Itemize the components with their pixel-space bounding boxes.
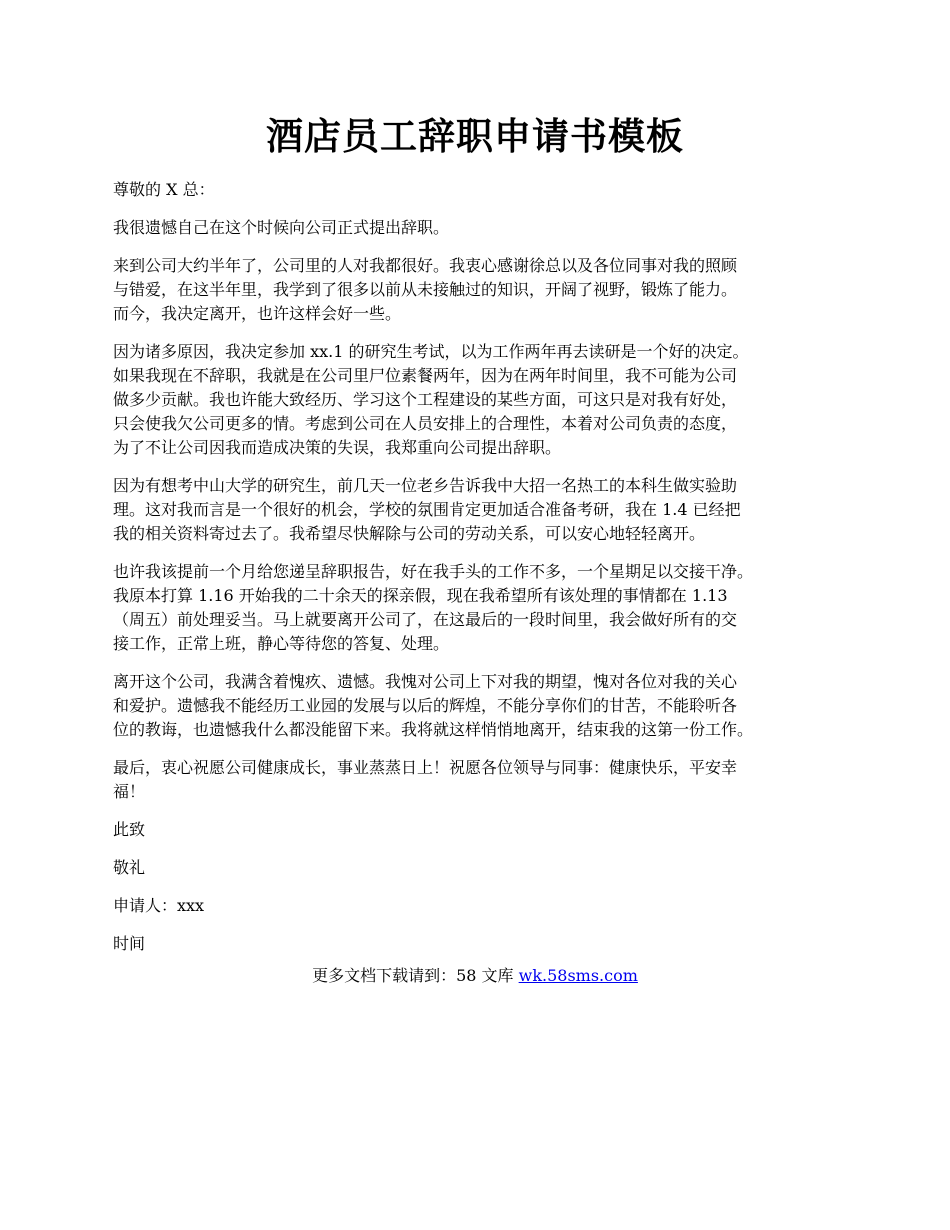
- download-footer: [0, 964, 950, 988]
- document-body: [113, 178, 858, 970]
- paragraph-reason: 因为诸多原因，我决定参加 xx.1 的研究生考试，以为工作两年再去读研是一个好的决定。 如果我现在不辞职，我就是在公司里尸位素餐两年，因为在两年时间里，我不可能为公司 做多少贡献。我也许能大致经历、学习这个工程建设的某些方面，可这只是对我有好处， 只会使我欠公司更多的情。考虑到公司在人员安排上的合理性，本着对公司负责的态度， 为了不让公司因我而造成决策的失误，我郑重向公司提出辞职。: [113, 342, 749, 457]
- document-title: 酒店员工辞职申请书模板: [266, 114, 684, 158]
- closing-cizhi: 此致: [113, 820, 146, 839]
- footer-text: 更多文档下载请到：58 文库: [312, 966, 519, 985]
- date-line: 时间: [113, 934, 146, 953]
- footer-link[interactable]: wk.58sms.com: [518, 966, 638, 985]
- paragraph-regret: 离开这个公司，我满含着愧疚、遗憾。我愧对公司上下对我的期望，愧对各位对我的关心 和爱护。遗憾我不能经历工业园的发展与以后的辉煌，不能分享你们的甘苦，不能聆听各 位的教诲，也遗憾我什么都没能留下来。我将就这样悄悄地离开，结束我的这第一份工作。: [113, 672, 754, 739]
- paragraph-intro: 我很遗憾自己在这个时候向公司正式提出辞职。: [113, 218, 450, 237]
- applicant-line: 申请人：xxx: [113, 896, 205, 915]
- salutation: 尊敬的 X 总：: [113, 180, 215, 199]
- closing-jingli: 敬礼: [113, 858, 146, 877]
- paragraph-wishes: 最后，衷心祝愿公司健康成长，事业蒸蒸日上！祝愿各位领导与同事：健康快乐，平安幸 福！: [113, 758, 738, 801]
- paragraph-gratitude: 来到公司大约半年了，公司里的人对我都很好。我衷心感谢徐总以及各位同事对我的照顾 与错爱，在这半年里，我学到了很多以前从未接触过的知识，开阔了视野，锻炼了能力。 而今，我决定离开，也许这样会好一些。: [113, 256, 738, 323]
- paragraph-opportunity: 因为有想考中山大学的研究生，前几天一位老乡告诉我中大招一名热工的本科生做实验助 理。这对我而言是一个很好的机会，学校的氛围肯定更加适合准备考研，我在 1.4 已经把 我的相关资料寄过去了。我希望尽快解除与公司的劳动关系，可以安心地轻轻离开。: [113, 476, 741, 543]
- paragraph-handover: 也许我该提前一个月给您递呈辞职报告，好在我手头的工作不多，一个星期足以交接干净。 我原本打算 1.16 开始我的二十余天的探亲假，现在我希望所有该处理的事情都在 1.13 （周五）前处理妥当。马上就要离开公司了，在这最后的一段时间里，我会做好所有的交 接工作，正常上班，静心等待您的答复、处理。: [113, 562, 754, 653]
